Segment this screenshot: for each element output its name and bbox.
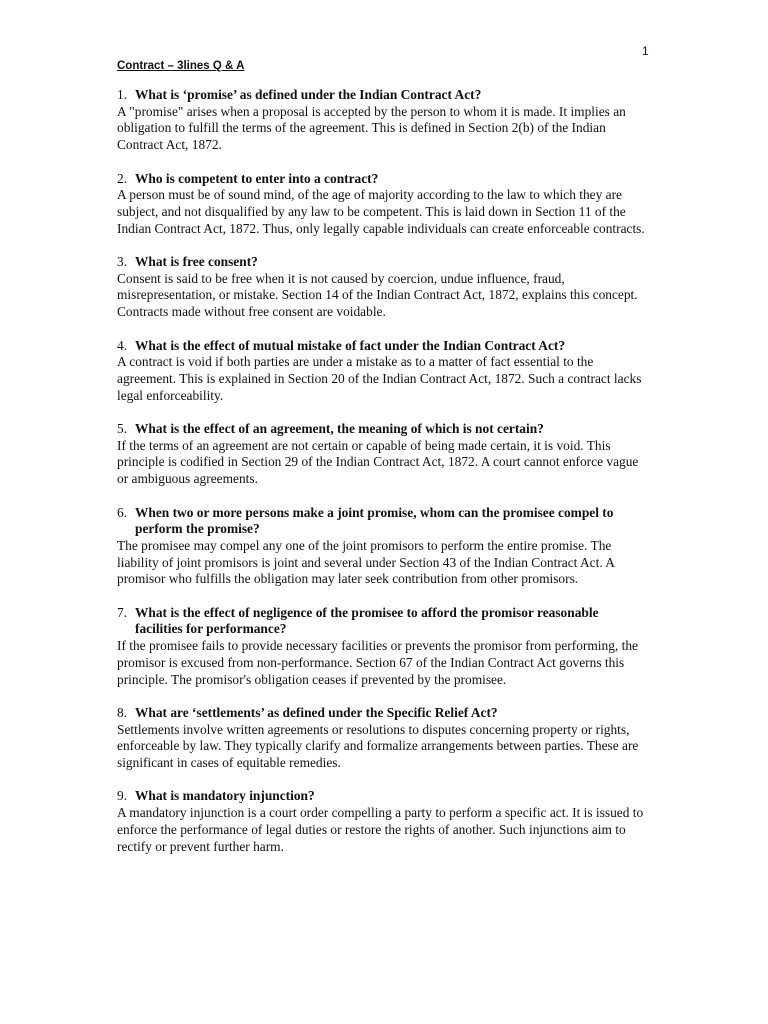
question: [117, 421, 647, 438]
question-number: 1.: [117, 87, 128, 102]
qa-item: [117, 788, 647, 855]
answer-text: Consent is said to be free when it is not caused by coercion, undue influence, fraud, misrepresentation, or mistake. Section 14 of the Indian Contract Act, 1872, explains this concept. Contracts made without free consent are voidable.: [117, 270, 638, 320]
answer-text: The promisee may compel any one of the joint promisors to perform the entire promise. The liability of joint promisors is joint and several under Section 43 of the Indian Contract Act. A promisor who fulfills the obligation may later seek contribution from other promisors.: [117, 537, 615, 587]
question-text: What is the effect of mutual mistake of fact under the Indian Contract Act?: [135, 337, 566, 353]
question-text: What is mandatory injunction?: [135, 788, 315, 804]
qa-item: [117, 171, 647, 238]
answer-text: A mandatory injunction is a court order compelling a party to perform a specific act. It is issued to enforce the performance of legal duties or restore the rights of another. Such injunctions aim to rectify or prevent further harm.: [117, 805, 644, 854]
question: [117, 87, 647, 104]
question-text: Who is competent to enter into a contract?: [135, 170, 379, 186]
question-text: What is the effect of an agreement, the meaning of which is not certain?: [135, 421, 544, 436]
answer-text: If the promisee fails to provide necessary facilities or prevents the promisor from performing, the promisor is excused from non-performance. Section 67 of the Indian Contract Act governs this principle. The promisor's obligation ceases if prevented by the promisee.: [117, 638, 638, 687]
answer-text: Settlements involve written agreements or resolutions to disputes concerning property or rights, enforceable by law. They typically clarify and formalize arrangements between parties. These are significant in cases of equitable remedies.: [117, 721, 639, 771]
qa-item: [117, 421, 647, 488]
answer-text: A "promise" arises when a proposal is accepted by the person to whom it is made. It implies an obligation to fulfill the terms of the agreement. This is defined in Section 2(b) of the Indian Contract Act, 1872.: [117, 103, 626, 153]
question-number: 2.: [117, 170, 128, 186]
qa-item: [117, 338, 647, 405]
qa-item: [117, 705, 647, 772]
page-number: 1: [642, 44, 649, 58]
question-text: What is ‘promise’ as defined under the Indian Contract Act?: [135, 87, 482, 102]
question: [117, 788, 647, 805]
qa-item: [117, 254, 647, 321]
answer-text: If the terms of an agreement are not certain or capable of being made certain, it is void. This principle is codified in Section 29 of the Indian Contract Act, 1872. A court cannot enforce vague or ambiguous agreements.: [117, 437, 639, 487]
question-text: What is free consent?: [135, 254, 258, 269]
question-number: 6.: [117, 504, 128, 520]
qa-item: [117, 505, 647, 589]
qa-list: [117, 87, 647, 872]
question-number: 3.: [117, 254, 128, 269]
question-text: What are ‘settlements’ as defined under the Specific Relief Act?: [135, 704, 498, 720]
document-title: Contract – 3lines Q & A: [117, 60, 245, 72]
question: [117, 605, 647, 638]
question-text: What is the effect of negligence of the promisee to afford the promisor reasonable facilities for performance?: [135, 604, 599, 637]
question-number: 8.: [117, 704, 128, 720]
question-text: When two or more persons make a joint promise, whom can the promisee compel to perform the promise?: [135, 504, 614, 537]
question: [117, 338, 647, 355]
answer-text: A person must be of sound mind, of the age of majority according to the law to which they are subject, and not disqualified by any law to be competent. This is laid down in Section 11 of the Indian Contract Act, 1872. Thus, only legally capable individuals can create enforceable contracts.: [117, 187, 645, 236]
question: [117, 254, 647, 271]
question-number: 5.: [117, 421, 128, 436]
question-number: 9.: [117, 788, 128, 804]
question-number: 7.: [117, 604, 128, 620]
qa-item: [117, 605, 647, 689]
question: [117, 505, 647, 538]
answer-text: A contract is void if both parties are under a mistake as to a matter of fact essential to the agreement. This is explained in Section 20 of the Indian Contract Act, 1872. Such a contract lacks legal enforceability.: [117, 354, 642, 403]
question-number: 4.: [117, 337, 128, 353]
question: [117, 705, 647, 722]
question: [117, 171, 647, 188]
qa-item: [117, 87, 647, 154]
